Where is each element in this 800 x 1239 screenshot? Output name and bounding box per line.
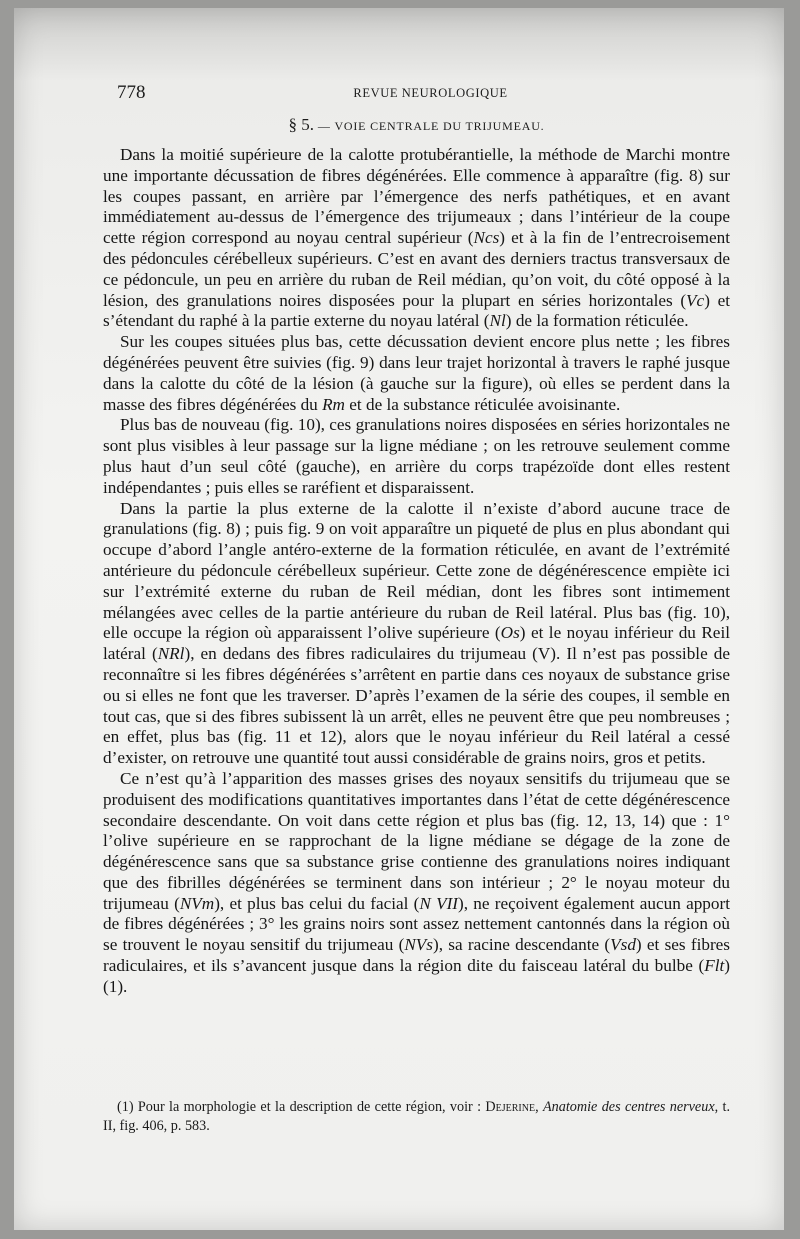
text-run: ), en dedans des fibres radiculaires du trijumeau (V). Il n’est pas possible de reconnaître si les fibres dégénérées s’arrêtent en partie dans ces noyaux de substance grise ou si elles ne font que les traverser. D’après l’examen de la série des coupes, il semble en tout cas, que si des fibres subissent là un arrêt, elles ne peuvent être que peu nombreuses ; en effet, plus bas (fig. 11 et 12), alors que le noyau inférieur du Reil latéral a cessé d’exister, on retrouve une quantité tout aussi considérable de grains noirs, gros et petits. (103, 644, 730, 768)
text-run: ) de la formation réticulée. (505, 311, 689, 331)
text-run: ) (1). (103, 956, 730, 996)
italic-abbreviation: NRl (157, 644, 185, 664)
author-name: Dejerine (485, 1099, 536, 1115)
text-run: ) et le noyau inférieur du Reil latéral ( (103, 623, 730, 664)
text-run: (1) Pour la morphologie et la description de cette région, voir : (117, 1099, 486, 1115)
section-title: VOIE CENTRALE DU TRIJUMEAU. (334, 119, 545, 133)
text-run: Plus bas de nouveau (fig. 10), ces granulations noires disposées en séries horizontales ne sont plus visibles à leur passage sur la ligne médiane ; on les retrouve seulement comme plus haut d’un seul côté (gauche), en arrière du corps trapézoïde dont elles restent indépendantes ; puis elles se raréfient et disparaissent. (103, 415, 730, 497)
text-run: Sur les coupes situées plus bas, cette décussation devient encore plus nette ; les fibres dégénérées peuvent être suivies (fig. 9) dans leur trajet horizontal à travers le raphé jusque dans la calotte du côté de la lésion (à gauche sur la figure), où elles se perdent dans la masse des fibres dégénérées du (103, 332, 730, 414)
footnote-text (103, 1098, 730, 1135)
running-head (117, 82, 744, 106)
italic-abbreviation: N VII (419, 893, 459, 913)
text-run: Dans la partie la plus externe de la calotte il n’existe d’abord aucune trace de granulations (fig. 8) ; puis fig. 9 on voit apparaître un piqueté de plus en plus abondant qui occupe d’abord l’angle antéro-externe de la formation réticulée, en avant de l’extrémité antérieure du pédoncule cérébelleux supérieur. Cette zone de dégénérescence empiète ici sur l’extrémité externe du ruban de Reil médian, dont les fibres sont intimement mélangées avec celles de la partie antérieure du ruban de Reil latéral. Plus bas (fig. 10), elle occupe la région où apparaissent l’olive supérieure ( (103, 498, 730, 643)
text-run: , (535, 1099, 543, 1115)
section-dash: — (317, 119, 331, 133)
text-run: Dans la moitié supérieure de la calotte protubérantielle, la méthode de Marchi montre une importante décussation de fibres dégénérées. Elle commence à apparaître (fig. 8) sur les coupes passant, en arrière par l’émergence des nerfs pathétiques, et en avant immédiatement au-dessus de l’émergence des trijumeaux ; dans l’intérieur de la coupe cette région correspond au noyau central supérieur ( (103, 145, 730, 248)
section-number: § 5. (288, 115, 314, 134)
paragraph-4 (103, 499, 730, 769)
italic-abbreviation: Os (500, 623, 520, 643)
text-run: ), sa racine descendante ( (433, 935, 611, 955)
paragraph-1 (103, 145, 730, 332)
italic-abbreviation: Vsd (610, 935, 636, 955)
italic-abbreviation: Nl (489, 311, 506, 331)
italic-abbreviation: Rm (322, 394, 345, 414)
text-run: ), et plus bas celui du facial ( (214, 893, 420, 913)
section-heading (103, 115, 730, 135)
body-text (103, 145, 730, 998)
italic-abbreviation: NVs (404, 935, 433, 955)
text-run: et de la substance réticulée avoisinante. (344, 394, 621, 414)
text-run: ) et ses fibres radiculaires, et ils s’avancent jusque dans la région dite du faisceau latéral du bulbe ( (103, 935, 730, 976)
journal-title: REVUE NEUROLOGIQUE (353, 86, 508, 100)
italic-abbreviation: Vc (686, 290, 705, 310)
page-number: 778 (117, 82, 146, 103)
text-run: , t. II, fig. 406, p. 583. (103, 1099, 730, 1134)
paragraph-3 (103, 415, 730, 498)
paragraph-5 (103, 769, 730, 998)
paragraph-2 (103, 332, 730, 415)
italic-abbreviation: Anatomie des centres nerveux (542, 1099, 715, 1115)
italic-abbreviation: NVm (179, 893, 215, 913)
footnote (103, 1098, 730, 1135)
text-run: ) et s’étendant du raphé à la partie externe du noyau latéral ( (103, 290, 730, 331)
text-run: ) et à la fin de l’entrecroisement des pédoncules cérébelleux supérieurs. C’est en avant des derniers tractus transversaux de ce pédoncule, un peu en arrière du ruban de Reil médian, qu’on voit, du côté opposé à la lésion, des granulations noires disposées pour la plupart en séries horizontales ( (103, 228, 730, 310)
text-run: ), ne reçoivent également aucun apport de fibres dégénérées ; 3° les grains noirs sont assez nettement cantonnés dans la région où se trouvent le noyau sensitif du trijumeau ( (103, 893, 730, 955)
italic-abbreviation: Ncs (473, 228, 500, 248)
text-run: Ce n’est qu’à l’apparition des masses grises des noyaux sensitifs du trijumeau que se produisent des modifications quantitatives importantes dans l’état de cette dégénérescence secondaire descendante. On voit dans cette région et plus bas (fig. 12, 13, 14) que : 1° l’olive supérieure en se rapprochant de la ligne médiane se dégage de la zone de dégénérescence sans que sa substance grise contienne des granulations noires indiquant que des fibrilles dégénérées se terminent dans son intérieur ; 2° le noyau moteur du trijumeau ( (103, 768, 730, 913)
italic-abbreviation: Flt (704, 956, 725, 976)
